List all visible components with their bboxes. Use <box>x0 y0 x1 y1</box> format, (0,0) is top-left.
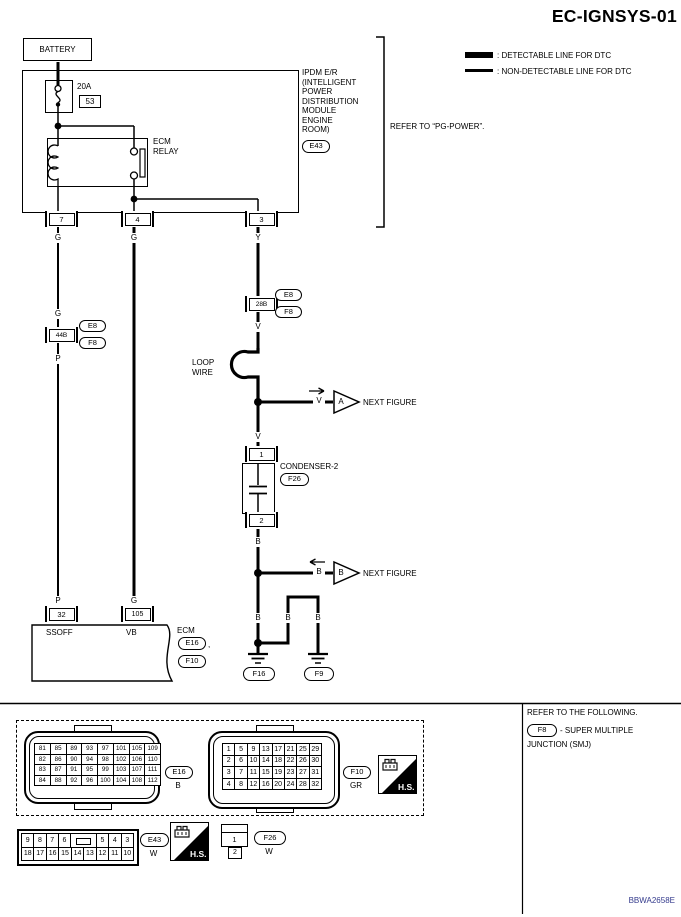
pin-cell: 112 <box>144 775 161 787</box>
arrow-left-icon <box>310 559 325 565</box>
connector-color: GR <box>350 781 362 790</box>
pin-cell: 31 <box>309 766 322 779</box>
pin-cell: 7 <box>234 766 247 779</box>
loop-wire-icon <box>231 348 258 402</box>
wire-color: B <box>252 613 264 623</box>
pin-cell: 102 <box>113 754 130 766</box>
pin-cell: 30 <box>309 755 322 768</box>
pin-cell: 27 <box>296 766 309 779</box>
ground-ref-f9: F9 <box>304 667 334 681</box>
pin-cell: 98 <box>97 754 114 766</box>
wire-color: B <box>252 537 264 547</box>
pin-cell: 15 <box>58 847 71 862</box>
pin-cell: 8 <box>33 833 46 848</box>
footer-note-line1: REFER TO THE FOLLOWING. <box>527 708 638 717</box>
hs-icon: H.S. <box>170 822 209 861</box>
pin-cell: 5 <box>96 833 109 848</box>
pin-cell: 24 <box>284 778 297 791</box>
detectable-line-swatch <box>465 52 493 58</box>
pin-cell: 18 <box>21 847 34 862</box>
battery-box: BATTERY <box>23 38 92 61</box>
next-figure-b-letter: B <box>338 568 344 577</box>
pin-cell: 25 <box>296 743 309 756</box>
pin-cell: 22 <box>284 755 297 768</box>
connector-ref-e16-view: E16 <box>165 766 193 779</box>
wire-color: V <box>313 396 325 406</box>
pin-cell: 11 <box>247 766 260 779</box>
loop-wire-label: LOOP WIRE <box>192 358 215 377</box>
ecm-signal-ssoff: SSOFF <box>46 628 73 637</box>
pin-cell: 9 <box>21 833 34 848</box>
fuse-box <box>45 80 73 113</box>
ipdm-pin-7: 7 <box>45 211 78 227</box>
pin-cell: 90 <box>66 754 83 766</box>
e43-pin-row2 <box>22 847 134 862</box>
wire-color: B <box>313 567 325 577</box>
pin-cell: 95 <box>81 764 98 776</box>
pin-cell: 100 <box>97 775 114 787</box>
pin-cell: 101 <box>113 743 130 755</box>
footer-note-line3: JUNCTION (SMJ) <box>527 740 591 749</box>
pin-cell: 1 <box>222 743 235 756</box>
page-title: EC-IGNSYS-01 <box>551 6 677 26</box>
connector-ref-e43: E43 <box>302 140 330 153</box>
wire-color: B <box>282 613 294 623</box>
ecm-pin-32: 32 <box>45 606 78 622</box>
footer-note-line2: - SUPER MULTIPLE <box>560 726 634 735</box>
pin-cell: 8 <box>234 778 247 791</box>
connector-ref-f8: F8 <box>275 306 302 318</box>
wire-color: G <box>128 596 140 606</box>
pin-cell: 103 <box>113 764 130 776</box>
pin-cell: 104 <box>113 775 130 787</box>
condenser-name: CONDENSER-2 <box>280 462 339 471</box>
connector-ref-e43-view: E43 <box>140 833 169 847</box>
condenser-pin-2: 2 <box>245 512 278 528</box>
pin-cell: 87 <box>50 764 67 776</box>
pin-cell: 91 <box>66 764 83 776</box>
pin-cell: 107 <box>129 764 146 776</box>
connector-ref-e8: E8 <box>79 320 106 332</box>
pin-cell: 81 <box>34 743 51 755</box>
pin-cell: 17 <box>33 847 46 862</box>
pin-cell: 97 <box>97 743 114 755</box>
pin-cell: 99 <box>97 764 114 776</box>
wire-color: G <box>52 233 64 243</box>
connector-color: W <box>265 847 273 856</box>
condenser-pin-1: 1 <box>245 446 278 462</box>
pin-cell: 92 <box>66 775 83 787</box>
pin-cell: 93 <box>81 743 98 755</box>
connector-ref-f8-note: F8 <box>527 724 557 737</box>
pin-cell: 12 <box>96 847 109 862</box>
pin-cell: 96 <box>81 775 98 787</box>
pin-cell: 6 <box>58 833 71 848</box>
relay-label: ECM RELAY <box>153 137 179 156</box>
ecm-pin-105: 105 <box>121 606 154 622</box>
pin-cell: 4 <box>108 833 121 848</box>
ground-icon <box>308 654 328 663</box>
pin-cell: 108 <box>129 775 146 787</box>
next-figure-a-label: NEXT FIGURE <box>363 398 417 407</box>
next-figure-b-label: NEXT FIGURE <box>363 569 417 578</box>
connector-ref-e8: E8 <box>275 289 302 301</box>
pin-cell: 9 <box>247 743 260 756</box>
pin-cell: 15 <box>259 766 272 779</box>
fuse-rating: 20A <box>77 82 92 91</box>
pin-cell: 84 <box>34 775 51 787</box>
wire-color: Y <box>252 233 264 243</box>
wire-color: B <box>312 613 324 623</box>
pin-cell: 21 <box>284 743 297 756</box>
f10-pin-grid <box>223 743 322 790</box>
pin-cell: 11 <box>108 847 121 862</box>
legend-non-detectable-label: : NON-DETECTABLE LINE FOR DTC <box>497 67 632 76</box>
pin-cell: 13 <box>259 743 272 756</box>
connector-color: W <box>149 849 158 858</box>
document-code: BBWA2658E <box>628 896 675 905</box>
pin-cell: 88 <box>50 775 67 787</box>
connector-ref-e16: E16 <box>178 637 206 650</box>
ipdm-pin-3: 3 <box>245 211 278 227</box>
pin-cell: 86 <box>50 754 67 766</box>
ecm-connector-separator: , <box>208 640 211 649</box>
pin-cell: 26 <box>296 755 309 768</box>
pin-cell: 5 <box>234 743 247 756</box>
pin-cell: 10 <box>247 755 260 768</box>
f26-connector-pin1: 1 <box>221 832 248 847</box>
inline-connector-44b: 44B <box>45 327 78 343</box>
f26-connector-pin2: 2 <box>228 847 242 859</box>
pin-cell: 3 <box>121 833 134 848</box>
pin-cell: 3 <box>222 766 235 779</box>
pin-cell: 16 <box>259 778 272 791</box>
connector-ref-f26: F26 <box>280 473 309 486</box>
ground-icon <box>248 654 268 663</box>
connector-ref-f8: F8 <box>79 337 106 349</box>
wire-color: V <box>252 322 264 332</box>
pin-cell: 6 <box>234 755 247 768</box>
connector-color: B <box>175 781 181 790</box>
pin-cell: 94 <box>81 754 98 766</box>
pin-cell: 18 <box>272 755 285 768</box>
bracket <box>376 37 384 227</box>
connector-ref-f10-view: F10 <box>343 766 371 779</box>
pin-cell: 111 <box>144 764 161 776</box>
hs-icon: H.S. <box>378 755 417 794</box>
pin-cell: 106 <box>129 754 146 766</box>
arrow-right-icon <box>309 388 324 394</box>
pin-cell: 17 <box>272 743 285 756</box>
ecm-signal-vb: VB <box>126 628 137 637</box>
pin-cell: 89 <box>66 743 83 755</box>
pin-cell: 7 <box>46 833 59 848</box>
inline-connector-28b: 28B <box>245 296 278 312</box>
wire-color: V <box>252 432 264 442</box>
pin-cell: 2 <box>222 755 235 768</box>
ecm-relay-box <box>47 138 148 187</box>
pin-cell: 82 <box>34 754 51 766</box>
ipdm-pin-4: 4 <box>121 211 154 227</box>
ipdm-title: IPDM E/R (INTELLIGENT POWER DISTRIBUTION MODULE ENGINE ROOM) <box>302 68 359 134</box>
ground-ref-f16: F16 <box>243 667 275 681</box>
pin-cell: 29 <box>309 743 322 756</box>
pin-cell: 20 <box>272 778 285 791</box>
pin-cell: 28 <box>296 778 309 791</box>
pin-cell: 12 <box>247 778 260 791</box>
pg-power-note: REFER TO “PG-POWER”. <box>390 122 485 131</box>
pin-cell: 19 <box>272 766 285 779</box>
pin-cell: 14 <box>71 847 84 862</box>
fuse-number-box: 53 <box>79 95 101 108</box>
pin-cell: 109 <box>144 743 161 755</box>
ecm-label: ECM <box>177 626 195 635</box>
next-figure-a-letter: A <box>338 397 344 406</box>
connector-ref-f26-view: F26 <box>254 831 286 845</box>
pin-cell: 105 <box>129 743 146 755</box>
pin-cell: 83 <box>34 764 51 776</box>
pin-cell: 14 <box>259 755 272 768</box>
pin-cell: 32 <box>309 778 322 791</box>
e16-pin-grid <box>35 743 161 786</box>
pin-cell: 13 <box>83 847 96 862</box>
wire-color: P <box>52 354 64 364</box>
pin-cell: 16 <box>46 847 59 862</box>
legend-detectable-label: : DETECTABLE LINE FOR DTC <box>497 51 612 60</box>
pin-cell: 110 <box>144 754 161 766</box>
wire-color: P <box>52 596 64 606</box>
pin-cell: 23 <box>284 766 297 779</box>
connector-ref-f10: F10 <box>178 655 206 668</box>
wire-color: G <box>52 309 64 319</box>
pin-cell: 85 <box>50 743 67 755</box>
condenser-body <box>242 463 275 514</box>
pin-cell: 10 <box>121 847 134 862</box>
non-detectable-line-swatch <box>465 69 493 72</box>
wire-color: G <box>128 233 140 243</box>
pin-cell: 4 <box>222 778 235 791</box>
